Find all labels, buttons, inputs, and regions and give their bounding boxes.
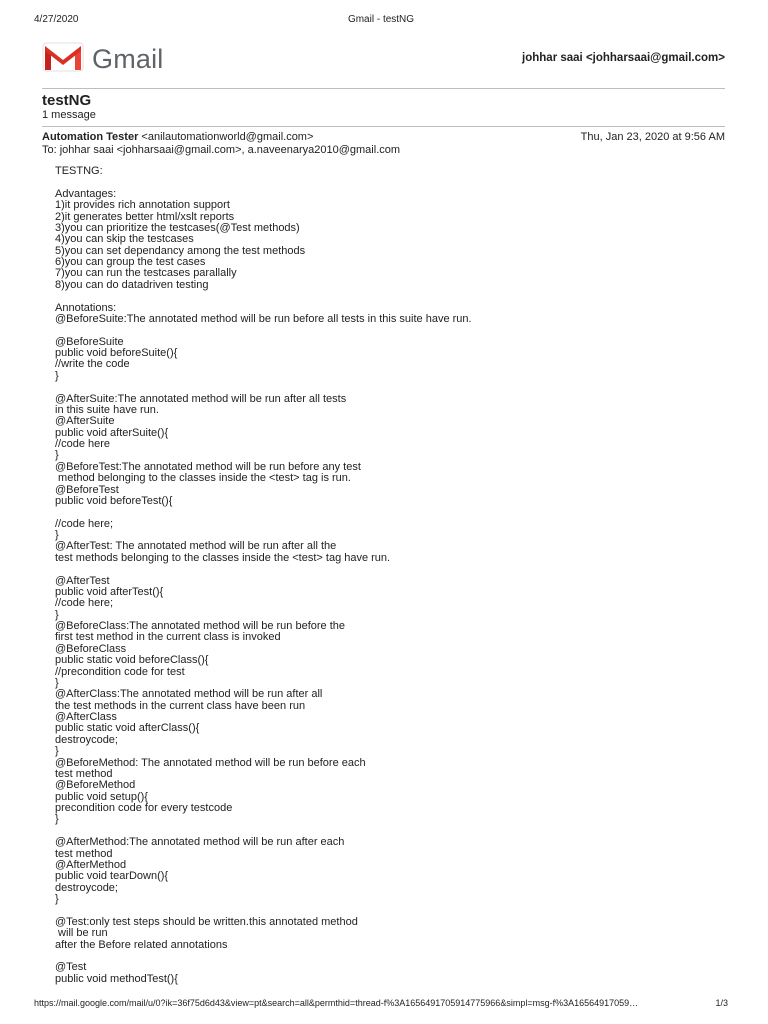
page-url: https://mail.google.com/mail/u/0?ik=36f75d6d43&view=pt&search=all&permthid=thread-f%3A1656491705914775966&simpl=msg-f%3A16564917059… <box>34 998 639 1008</box>
body-line: @BeforeTest:The annotated method will be run before any test <box>55 461 361 473</box>
body-line: @BeforeSuite <box>55 336 124 348</box>
body-line: will be run <box>55 928 108 940</box>
body-line: @AfterSuite <box>55 416 115 428</box>
body-line: } <box>55 814 59 826</box>
message-date: Thu, Jan 23, 2020 at 9:56 AM <box>580 131 725 143</box>
body-line: //code here; <box>55 598 114 610</box>
body-line: method belonging to the classes inside the <test> tag is run. <box>55 473 351 485</box>
body-line: the test methods in the current class have been run <box>55 700 306 712</box>
body-line: //code here; <box>55 518 114 530</box>
body-line: in this suite have run. <box>55 404 159 416</box>
body-line: Advantages: <box>55 188 117 200</box>
body-line <box>55 177 715 188</box>
body-line: } <box>55 530 59 541</box>
gmail-wordmark: Gmail <box>92 44 164 74</box>
body-line: @BeforeClass:The annotated method will be run before the <box>55 621 346 632</box>
body-line: test method <box>55 848 113 860</box>
message-from <box>42 131 313 143</box>
body-line: 8)you can do datadriven testing <box>55 279 209 291</box>
body-line: public void beforeTest(){ <box>55 495 173 507</box>
body-line: public void afterSuite(){ <box>55 427 169 439</box>
body-line: precondition code for every testcode <box>55 803 233 814</box>
print-header <box>34 14 728 28</box>
body-line: //precondition code for test <box>55 666 185 678</box>
message-count: 1 message <box>42 109 96 121</box>
body-line: test methods belonging to the classes inside the <test> tag have run. <box>55 552 391 564</box>
body-line: public void tearDown(){ <box>55 871 169 883</box>
body-line: @BeforeMethod: The annotated method will be run before each <box>55 757 366 769</box>
body-line: 6)you can group the test cases <box>55 257 206 268</box>
sender-name: Automation Tester <box>42 131 139 143</box>
body-line: @BeforeSuite:The annotated method will be run before all tests in this suite have run. <box>55 313 472 325</box>
body-line: @Test:only test steps should be written.this annotated method <box>55 916 358 928</box>
body-line <box>55 951 715 962</box>
body-line <box>55 325 715 336</box>
body-line: @BeforeMethod <box>55 780 136 792</box>
body-line: } <box>55 609 59 621</box>
body-line: test method <box>55 768 113 780</box>
body-line: } <box>55 370 59 382</box>
body-line: @Test <box>55 962 87 974</box>
body-line: TESTNG: <box>55 166 103 177</box>
page-number: 1/3 <box>715 998 728 1008</box>
body-line: } <box>55 894 59 905</box>
body-line: @AfterMethod:The annotated method will be run after each <box>55 837 345 849</box>
body-line: @AfterClass <box>55 712 117 723</box>
body-line: } <box>55 746 59 758</box>
body-line: public void afterTest(){ <box>55 586 164 598</box>
body-line: //write the code <box>55 359 130 371</box>
body-line: public void methodTest(){ <box>55 973 178 985</box>
gmail-m-logo-icon <box>42 42 84 72</box>
print-footer <box>34 998 728 1010</box>
body-line: @BeforeClass <box>55 643 127 655</box>
body-line: 4)you can skip the testcases <box>55 234 194 246</box>
body-line: @AfterSuite:The annotated method will be run after all tests <box>55 393 347 405</box>
body-line: 2)it generates better html/xslt reports <box>55 211 235 223</box>
body-line: 7)you can run the testcases parallally <box>55 268 237 280</box>
body-line <box>55 382 715 393</box>
thread-subject: testNG <box>42 92 92 109</box>
body-line <box>55 826 715 837</box>
message-recipients: To: johhar saai <johharsaai@gmail.com>, a.naveenarya2010@gmail.com <box>42 144 401 156</box>
body-line: destroycode; <box>55 734 118 746</box>
body-line <box>55 291 715 302</box>
print-title: Gmail - testNG <box>347 14 415 25</box>
body-line: 5)you can set dependancy among the test methods <box>55 245 306 257</box>
body-line: 1)it provides rich annotation support <box>55 200 230 212</box>
account-label: johhar saai <johharsaai@gmail.com> <box>522 52 725 64</box>
body-line: Annotations: <box>55 302 117 314</box>
body-line: //code here <box>55 439 111 450</box>
message-body <box>55 166 715 985</box>
body-line: public static void beforeClass(){ <box>55 655 209 667</box>
print-date: 4/27/2020 <box>34 14 79 25</box>
body-line: } <box>55 450 59 462</box>
body-line: @AfterTest: The annotated method will be run after all the <box>55 541 337 553</box>
body-line: @AfterTest <box>55 575 110 587</box>
header-divider <box>42 88 725 89</box>
body-line <box>55 905 715 916</box>
body-line: @BeforeTest <box>55 484 119 496</box>
body-line: public void setup(){ <box>55 791 148 803</box>
body-line: @AfterMethod <box>55 859 127 871</box>
body-line: public void beforeSuite(){ <box>55 348 178 359</box>
body-line: 3)you can prioritize the testcases(@Test methods) <box>55 222 300 234</box>
gmail-logo <box>42 42 182 76</box>
body-line: after the Before related annotations <box>55 939 228 951</box>
body-line: destroycode; <box>55 882 118 894</box>
body-line: } <box>55 677 59 689</box>
subject-divider <box>42 126 725 127</box>
body-line: @AfterClass:The annotated method will be run after all <box>55 689 323 701</box>
body-line: first test method in the current class is invoked <box>55 632 281 644</box>
body-line <box>55 564 715 575</box>
body-line <box>55 507 715 518</box>
body-line: public static void afterClass(){ <box>55 723 200 735</box>
sender-email: <anilautomationworld@gmail.com> <box>141 131 314 143</box>
